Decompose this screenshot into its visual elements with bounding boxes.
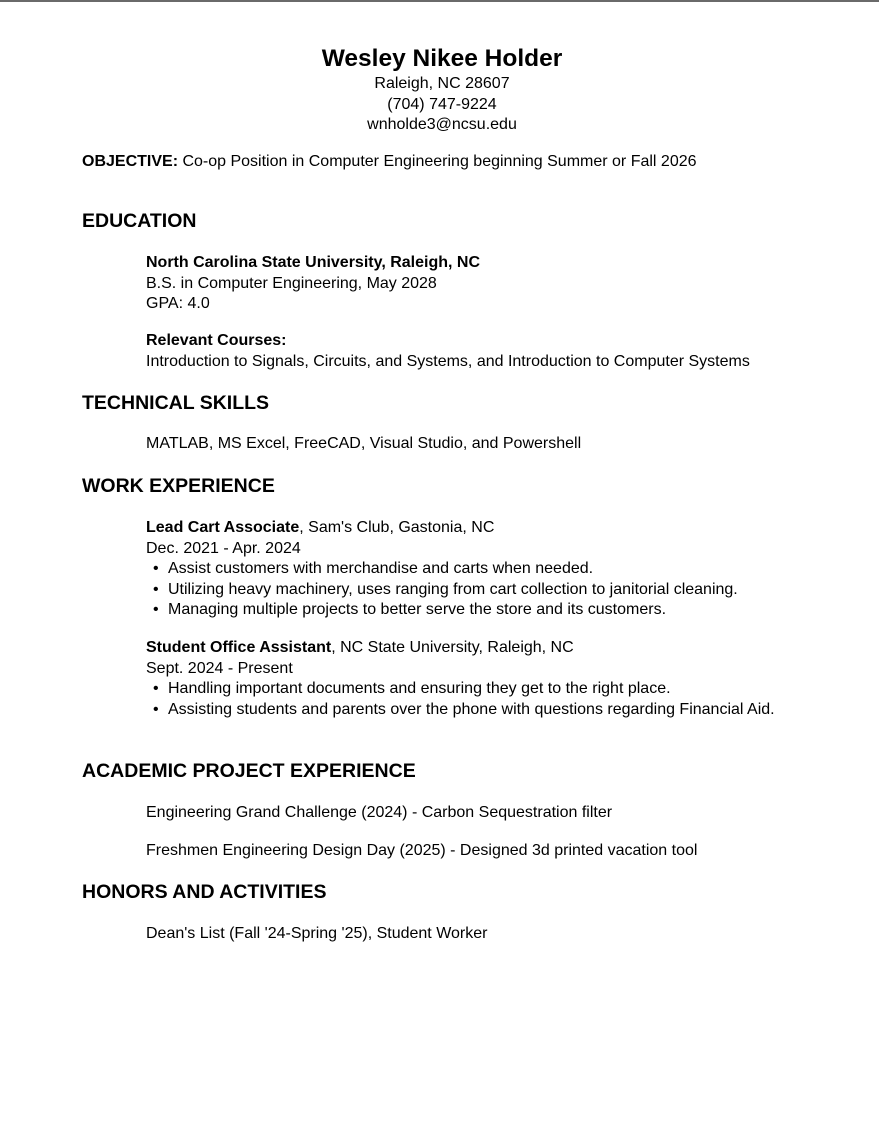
top-border bbox=[0, 0, 879, 2]
skills-list: MATLAB, MS Excel, FreeCAD, Visual Studio, and Powershell bbox=[146, 435, 582, 452]
projects-heading: ACADEMIC PROJECT EXPERIENCE bbox=[82, 760, 416, 782]
duty-item: • Managing multiple projects to better serve the store and its customers. bbox=[146, 600, 806, 621]
phone: (704) 747-9224 bbox=[387, 95, 497, 113]
bullet-icon: • bbox=[153, 601, 159, 618]
honors-block bbox=[146, 924, 806, 945]
job-role: Student Office Assistant bbox=[146, 639, 332, 656]
courses-list: Introduction to Signals, Circuits, and Systems, and Introduction to Computer Systems bbox=[146, 352, 750, 370]
job-dates: Sept. 2024 - Present bbox=[146, 659, 293, 677]
objective bbox=[82, 152, 697, 172]
bullet-icon: • bbox=[153, 560, 159, 577]
objective-text: Co-op Position in Computer Engineering beginning Summer or Fall 2026 bbox=[178, 153, 697, 170]
gpa: GPA: 4.0 bbox=[146, 295, 210, 312]
education-heading: EDUCATION bbox=[82, 210, 197, 232]
school-name: North Carolina State University, Raleigh, NC bbox=[146, 254, 480, 271]
job-duties bbox=[146, 679, 796, 720]
address: Raleigh, NC 28607 bbox=[374, 75, 510, 92]
bullet-icon: • bbox=[153, 700, 159, 718]
job-org: , Sam's Club, Gastonia, NC bbox=[299, 519, 495, 536]
job-org: , NC State University, Raleigh, NC bbox=[331, 639, 574, 656]
candidate-name: Wesley Nikee Holder bbox=[321, 45, 563, 72]
courses-label: Relevant Courses: bbox=[146, 332, 287, 349]
education-block bbox=[146, 253, 806, 315]
duty-item: • Handling important documents and ensuring they get to the right place. bbox=[146, 679, 796, 700]
job-duties bbox=[146, 559, 806, 621]
duty-item: • Assisting students and parents over the phone with questions regarding Financial Aid. bbox=[146, 700, 796, 721]
degree: B.S. in Computer Engineering, May 2028 bbox=[146, 274, 437, 292]
project-item: Freshmen Engineering Design Day (2025) - Designed 3d printed vacation tool bbox=[146, 842, 698, 859]
job-entry bbox=[146, 518, 806, 621]
resume-header bbox=[82, 44, 802, 136]
courses-block bbox=[146, 331, 806, 372]
objective-label: OBJECTIVE: bbox=[82, 153, 179, 170]
duty-item: • Assist customers with merchandise and carts when needed. bbox=[146, 559, 806, 580]
email: wnholde3@ncsu.edu bbox=[367, 116, 517, 133]
bullet-icon: • bbox=[153, 580, 159, 598]
job-role: Lead Cart Associate bbox=[146, 519, 300, 536]
honors-list: Dean's List (Fall '24-Spring '25), Student Worker bbox=[146, 925, 488, 942]
honors-heading: HONORS AND ACTIVITIES bbox=[82, 881, 327, 903]
skills-block bbox=[146, 434, 806, 455]
project-item: Engineering Grand Challenge (2024) - Carbon Sequestration filter bbox=[146, 804, 613, 821]
work-heading: WORK EXPERIENCE bbox=[82, 475, 275, 497]
job-dates: Dec. 2021 - Apr. 2024 bbox=[146, 539, 301, 557]
job-entry bbox=[146, 638, 806, 720]
skills-heading: TECHNICAL SKILLS bbox=[82, 392, 270, 414]
bullet-icon: • bbox=[153, 680, 159, 697]
duty-item: • Utilizing heavy machinery, uses ranging from cart collection to janitorial cleaning. bbox=[146, 580, 806, 601]
